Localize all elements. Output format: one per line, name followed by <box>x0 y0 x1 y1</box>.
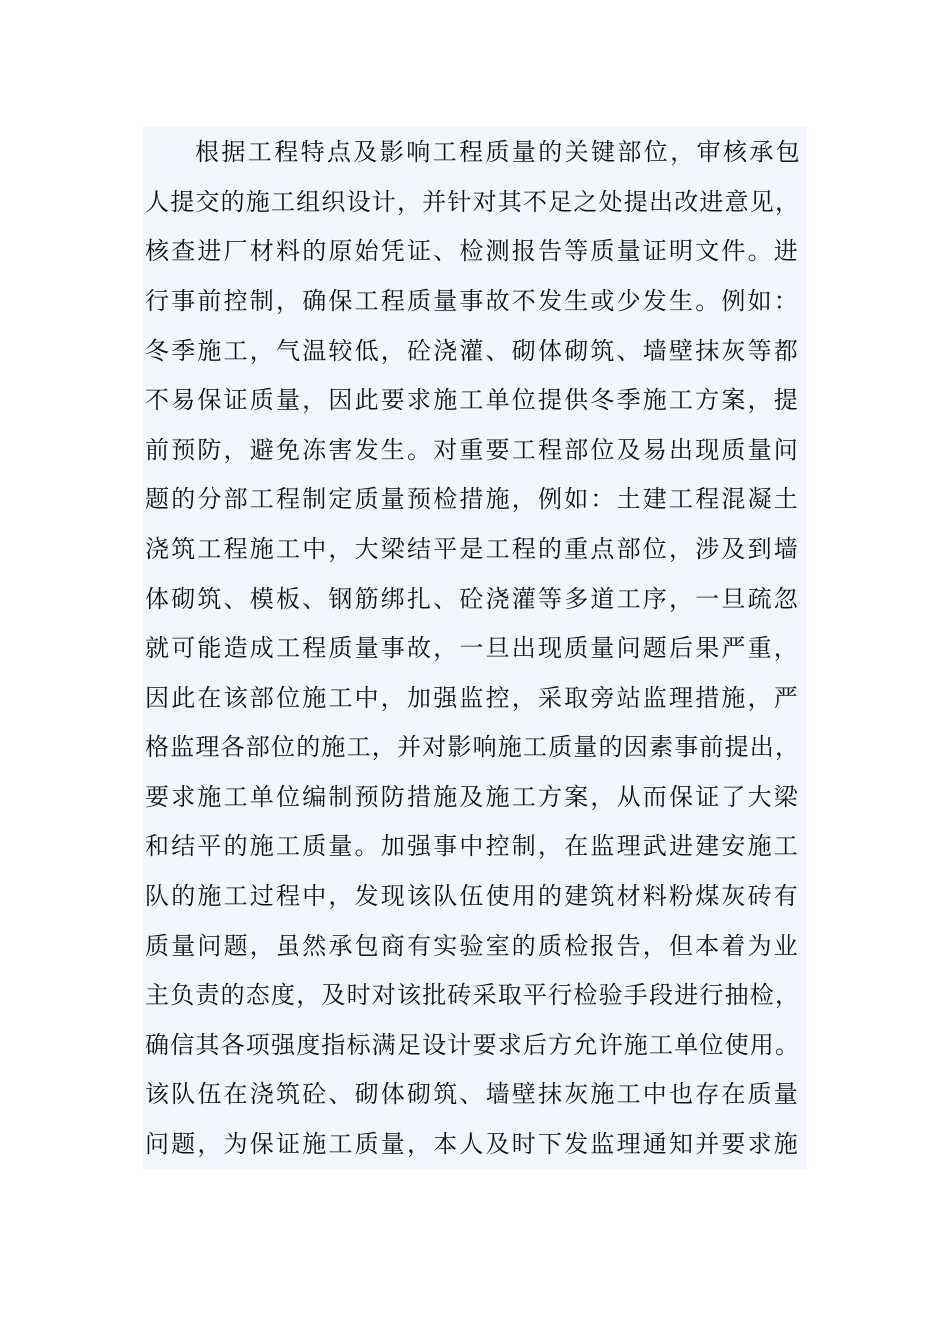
text-line: 和结平的施工质量。加强事中控制，在监理武进建安施工 <box>145 832 800 860</box>
text-line: 要求施工单位编制预防措施及施工方案，从而保证了大梁 <box>145 783 800 811</box>
text-line: 主负责的态度，及时对该批砖采取平行检验手段进行抽检， <box>145 981 801 1009</box>
text-line: 格监理各部位的施工，并对影响施工质量的因素事前提出， <box>145 733 801 761</box>
text-line: 行事前控制，确保工程质量事故不发生或少发生。例如： <box>145 287 800 315</box>
text-line: 人提交的施工组织设计，并针对其不足之处提出改进意见， <box>145 188 801 216</box>
text-line: 核查进厂材料的原始凭证、检测报告等质量证明文件。进 <box>145 237 800 265</box>
text-line: 不易保证质量，因此要求施工单位提供冬季施工方案，提 <box>145 386 800 414</box>
text-line: 题的分部工程制定质量预检措施，例如：土建工程混凝土 <box>145 485 800 513</box>
text-line: 问题，为保证施工质量，本人及时下发监理通知并要求施 <box>145 1130 800 1158</box>
text-line: 确信其各项强度指标满足设计要求后方允许施工单位使用。 <box>145 1031 801 1059</box>
text-line: 因此在该部位施工中，加强监控，采取旁站监理措施，严 <box>145 684 800 712</box>
text-line: 浇筑工程施工中，大梁结平是工程的重点部位，涉及到墙 <box>145 535 800 563</box>
text-line: 就可能造成工程质量事故，一旦出现质量问题后果严重， <box>145 634 800 662</box>
text-line: 体砌筑、模板、钢筋绑扎、砼浇灌等多道工序，一旦疏忽 <box>145 585 800 613</box>
body-text-block <box>143 126 807 1170</box>
text-line: 前预防，避免冻害发生。对重要工程部位及易出现质量问 <box>145 436 800 464</box>
text-line: 冬季施工，气温较低，砼浇灌、砌体砌筑、墙壁抹灰等都 <box>145 337 800 365</box>
text-line: 队的施工过程中，发现该队伍使用的建筑材料粉煤灰砖有 <box>145 882 800 910</box>
text-line: 该队伍在浇筑砼、砌体砌筑、墙壁抹灰施工中也存在质量 <box>145 1080 800 1108</box>
text-line: 根据工程特点及影响工程质量的关键部位，审核承包 <box>195 138 803 166</box>
text-line: 质量问题，虽然承包商有实验室的质检报告，但本着为业 <box>145 932 800 960</box>
